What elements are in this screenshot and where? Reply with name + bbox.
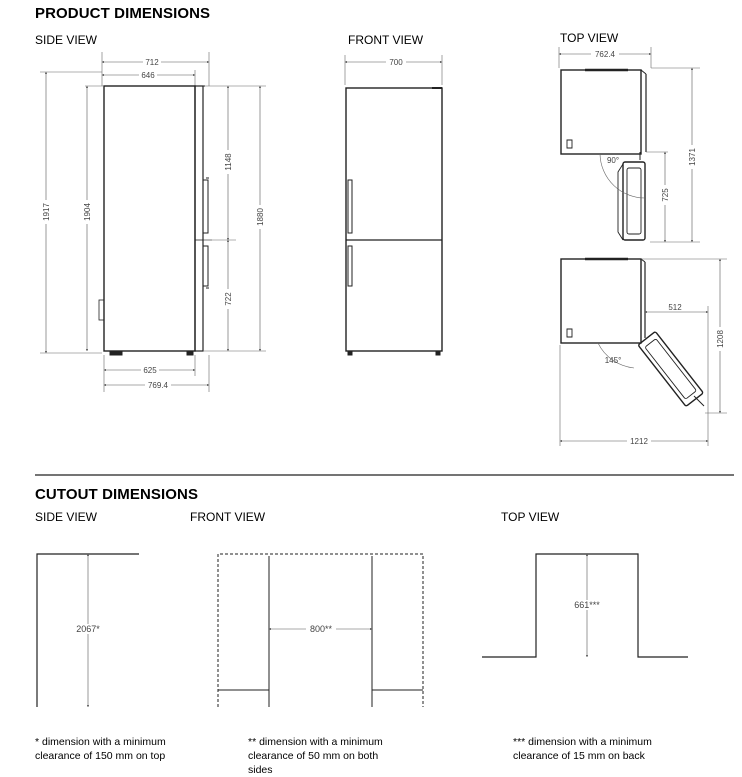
dim-700: 700 xyxy=(389,58,403,67)
product-top-view-145-drawing xyxy=(560,259,727,446)
dim-1148: 1148 xyxy=(224,153,233,171)
product-top-view-90-drawing xyxy=(559,47,700,242)
dim-90-degrees: 90° xyxy=(606,156,620,165)
cutout-top-view-label: TOP VIEW xyxy=(501,510,560,524)
dim-661: 661*** xyxy=(574,600,600,610)
cutout-dimensions-heading: CUTOUT DIMENSIONS xyxy=(35,486,199,503)
product-front-view-drawing xyxy=(345,55,442,355)
footnote-2-line-2: clearance of 50 mm on both xyxy=(248,750,379,762)
dim-646: 646 xyxy=(141,71,155,80)
dim-1208: 1208 xyxy=(716,330,725,348)
dim-722: 722 xyxy=(224,292,233,306)
dim-625: 625 xyxy=(143,366,157,375)
dim-762-4: 762.4 xyxy=(594,50,616,59)
cutout-side-view-label: SIDE VIEW xyxy=(35,510,98,524)
dim-1371: 1371 xyxy=(688,148,697,166)
dim-800: 800** xyxy=(309,624,333,634)
dim-712: 712 xyxy=(145,58,159,67)
dim-2067: 2067* xyxy=(76,624,100,634)
footnote-1-line-1: * dimension with a minimum xyxy=(35,736,166,748)
dim-145-degrees: 145° xyxy=(604,356,622,365)
dim-1880: 1880 xyxy=(256,208,265,226)
product-side-view-drawing xyxy=(40,52,266,392)
dim-1212: 1212 xyxy=(630,437,648,446)
footnote-3-line-2: clearance of 15 mm on back xyxy=(513,750,645,762)
dim-512: 512 xyxy=(668,303,682,312)
product-top-view-label: TOP VIEW xyxy=(560,31,619,45)
product-dimensions-heading: PRODUCT DIMENSIONS xyxy=(35,5,211,22)
footnote-3-line-1: *** dimension with a minimum xyxy=(513,736,652,748)
product-side-view-dimension-labels xyxy=(41,57,265,390)
footnote-1-line-2: clearance of 150 mm on top xyxy=(35,750,166,762)
dim-1904: 1904 xyxy=(83,203,92,221)
cutout-front-view-label: FRONT VIEW xyxy=(190,510,266,524)
footnote-2-line-3: sides xyxy=(248,764,273,776)
dim-725: 725 xyxy=(661,188,670,202)
product-front-view-label: FRONT VIEW xyxy=(348,33,424,47)
dim-1917: 1917 xyxy=(42,203,51,221)
product-side-view-label: SIDE VIEW xyxy=(35,33,98,47)
dim-769-4: 769.4 xyxy=(147,381,169,390)
footnote-2-line-1: ** dimension with a minimum xyxy=(248,736,383,748)
